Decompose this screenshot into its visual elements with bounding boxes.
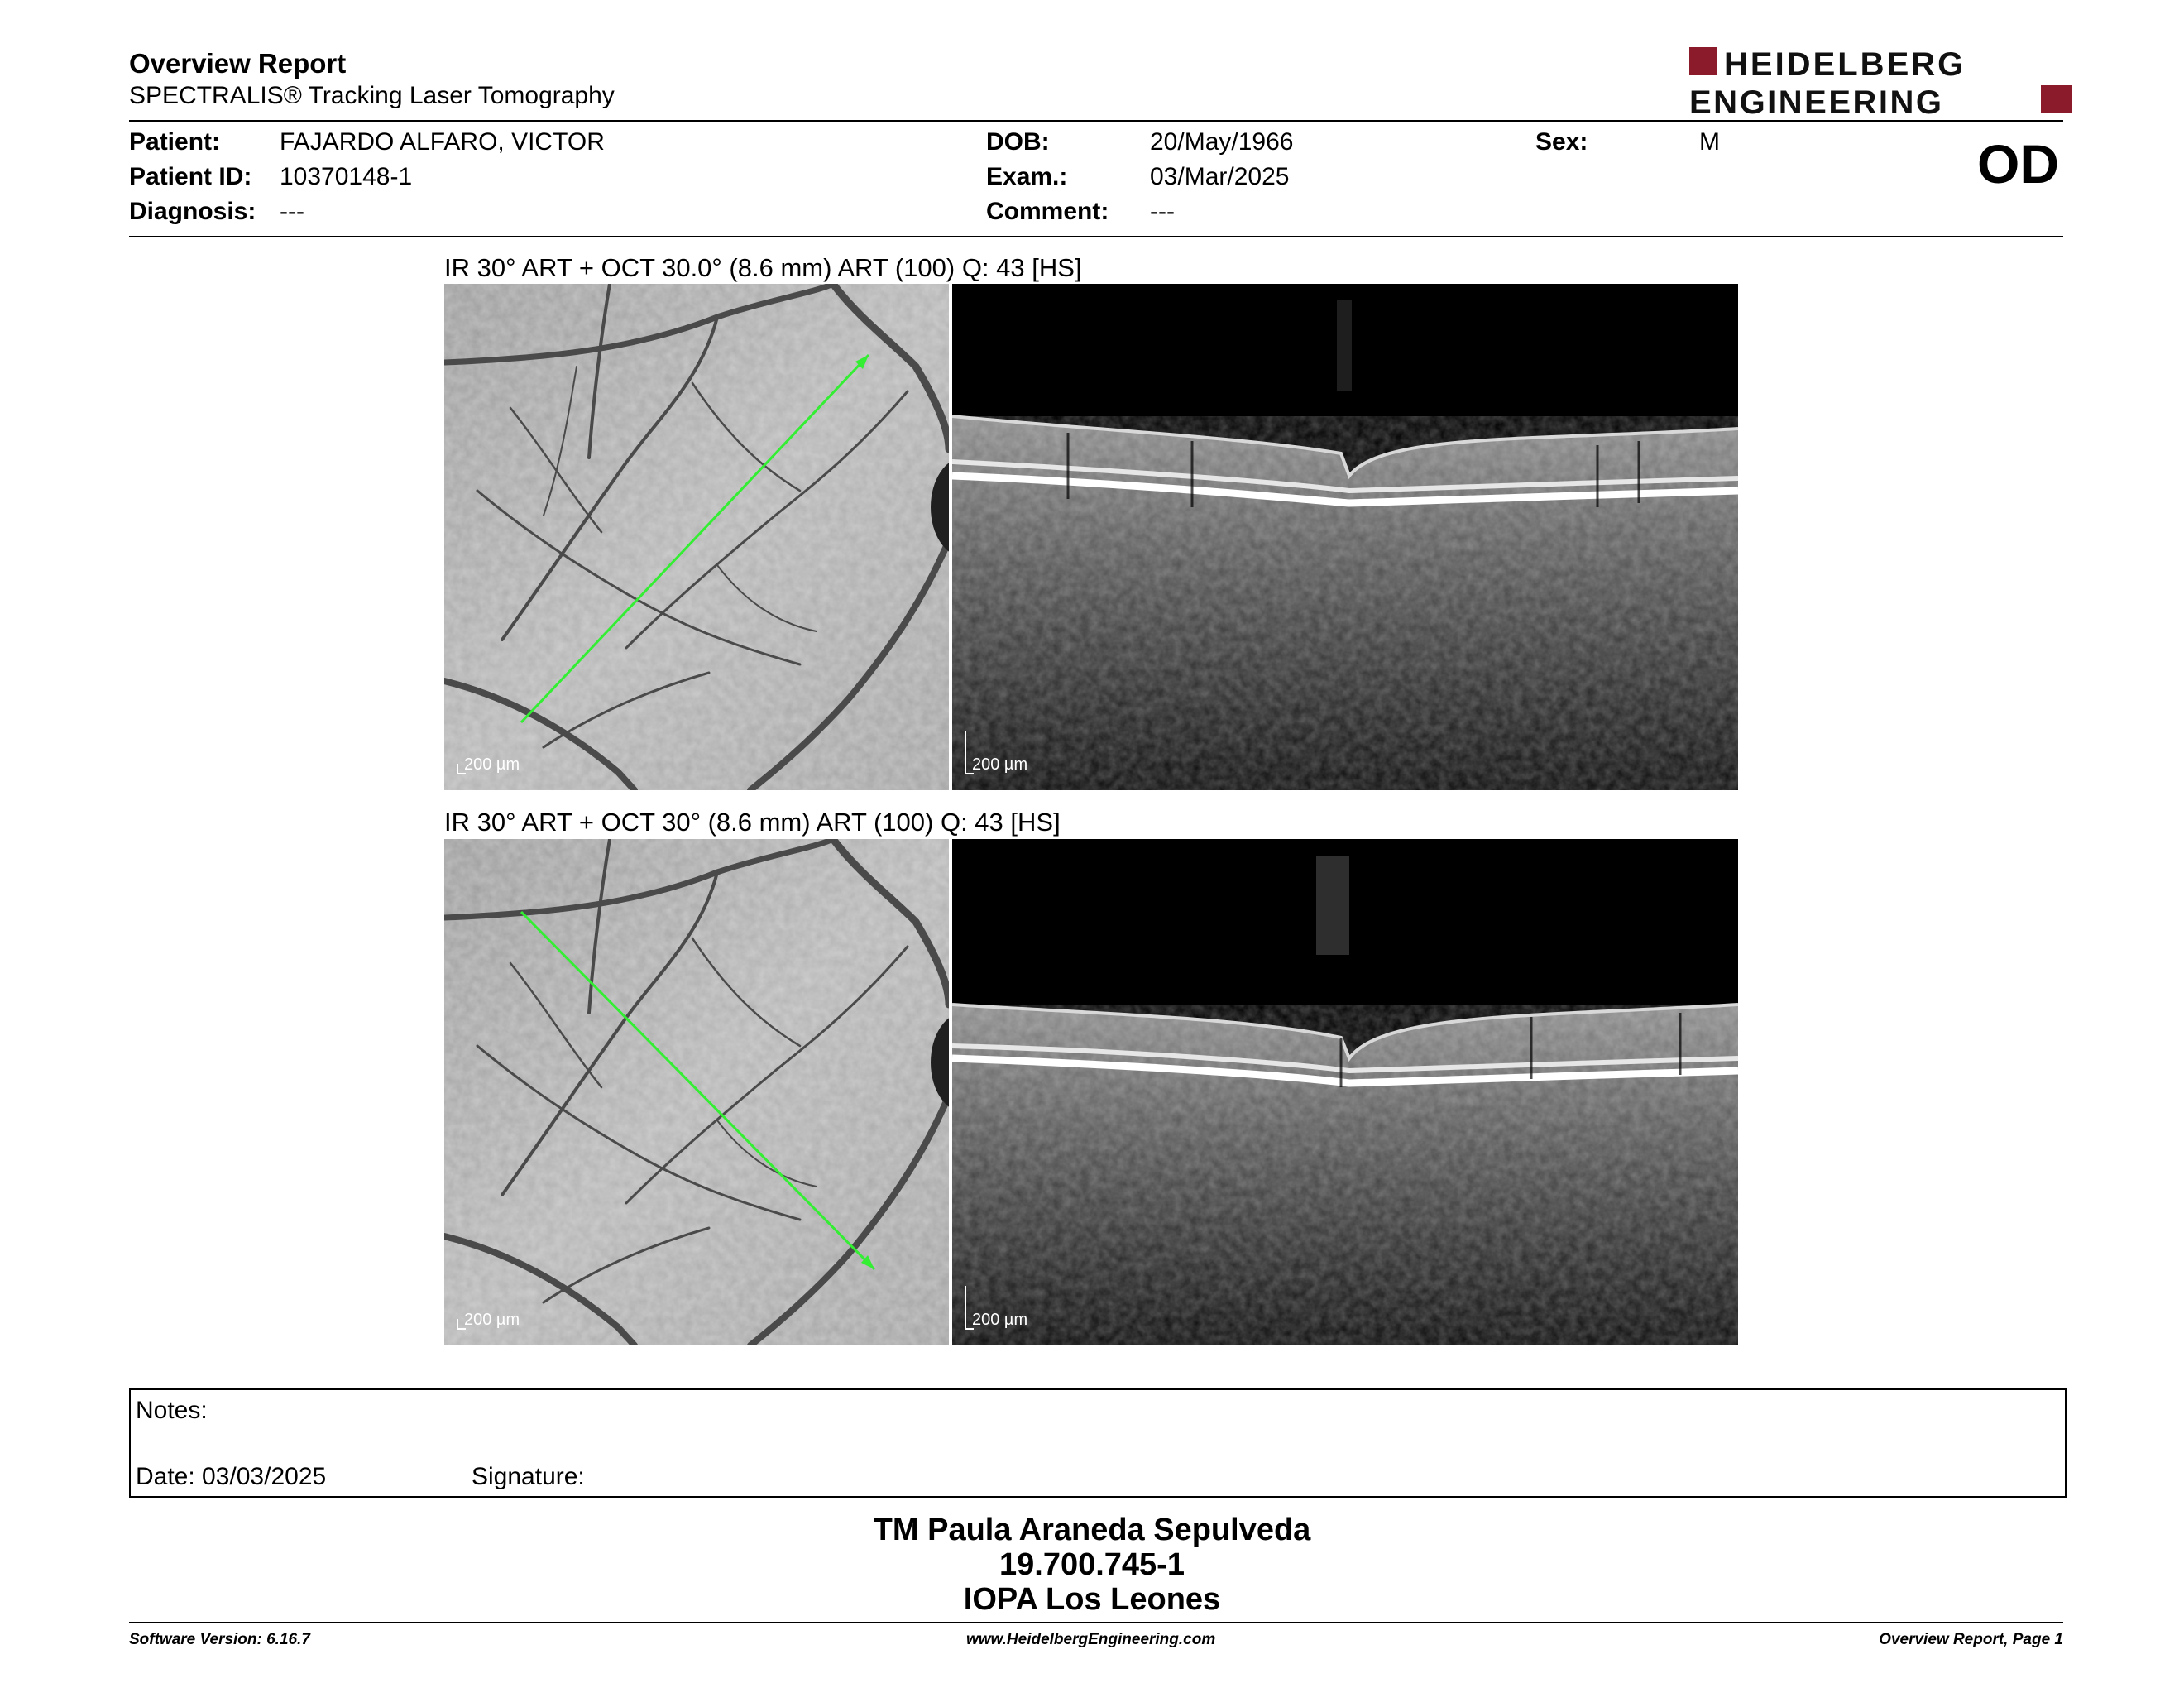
patient-id: 10370148-1 [280,163,413,190]
exam-value: 03/Mar/2025 [1150,163,1290,190]
header-divider [129,120,2063,122]
comment-value: --- [1150,198,1175,225]
heidelberg-logo [1689,46,2072,117]
eye-indicator: OD [1977,133,2059,194]
report-subtitle: SPECTRALIS® Tracking Laser Tomography [129,82,615,109]
date-label: Date: 03/03/2025 [136,1463,327,1490]
fundus-image-2 [444,839,949,1345]
patient-name: FAJARDO ALFARO, VICTOR [280,128,605,156]
signer-name: TM Paula Araneda Sepulveda [873,1513,1311,1547]
oct-scale-label-1: 200 µm [972,755,1028,774]
oct-scale-label-2: 200 µm [972,1311,1028,1329]
exam-label: Exam.: [986,163,1068,190]
fundus-scale-label-1: 200 µm [464,755,520,774]
website-link[interactable]: www.HeidelbergEngineering.com [966,1631,1216,1648]
diagnosis-label: Diagnosis: [129,198,256,225]
report-title: Overview Report [129,48,347,79]
page-indicator: Overview Report, Page 1 [1879,1631,2063,1648]
notes-box [129,1388,2067,1498]
patient-divider [129,236,2063,237]
footer-divider [129,1622,2063,1623]
scan-caption-1: IR 30° ART + OCT 30.0° (8.6 mm) ART (100) Q: 43 [HS] [444,253,1082,282]
svg-text:ENGINEERING: ENGINEERING [1689,84,1944,117]
notes-label: Notes: [136,1397,208,1424]
fundus-image-1 [444,284,949,790]
signer-id: 19.700.745-1 [999,1547,1185,1582]
patient-id-label: Patient ID: [129,163,252,190]
scan-caption-2: IR 30° ART + OCT 30° (8.6 mm) ART (100) Q: 43 [HS] [444,808,1061,837]
dob-label: DOB: [986,128,1050,156]
svg-text:HEIDELBERG: HEIDELBERG [1724,46,1966,83]
signer-institution: IOPA Los Leones [963,1582,1221,1617]
diagnosis-value: --- [280,198,304,225]
fundus-scale-label-2: 200 µm [464,1311,520,1329]
comment-label: Comment: [986,198,1109,225]
signature-label: Signature: [472,1463,585,1490]
dob-value: 20/May/1966 [1150,128,1294,156]
oct-image-1 [952,284,1738,790]
sex-value: M [1699,128,1720,156]
oct-image-2 [952,839,1738,1345]
software-version: Software Version: 6.16.7 [129,1631,310,1648]
patient-label: Patient: [129,128,221,156]
sex-label: Sex: [1535,128,1588,156]
